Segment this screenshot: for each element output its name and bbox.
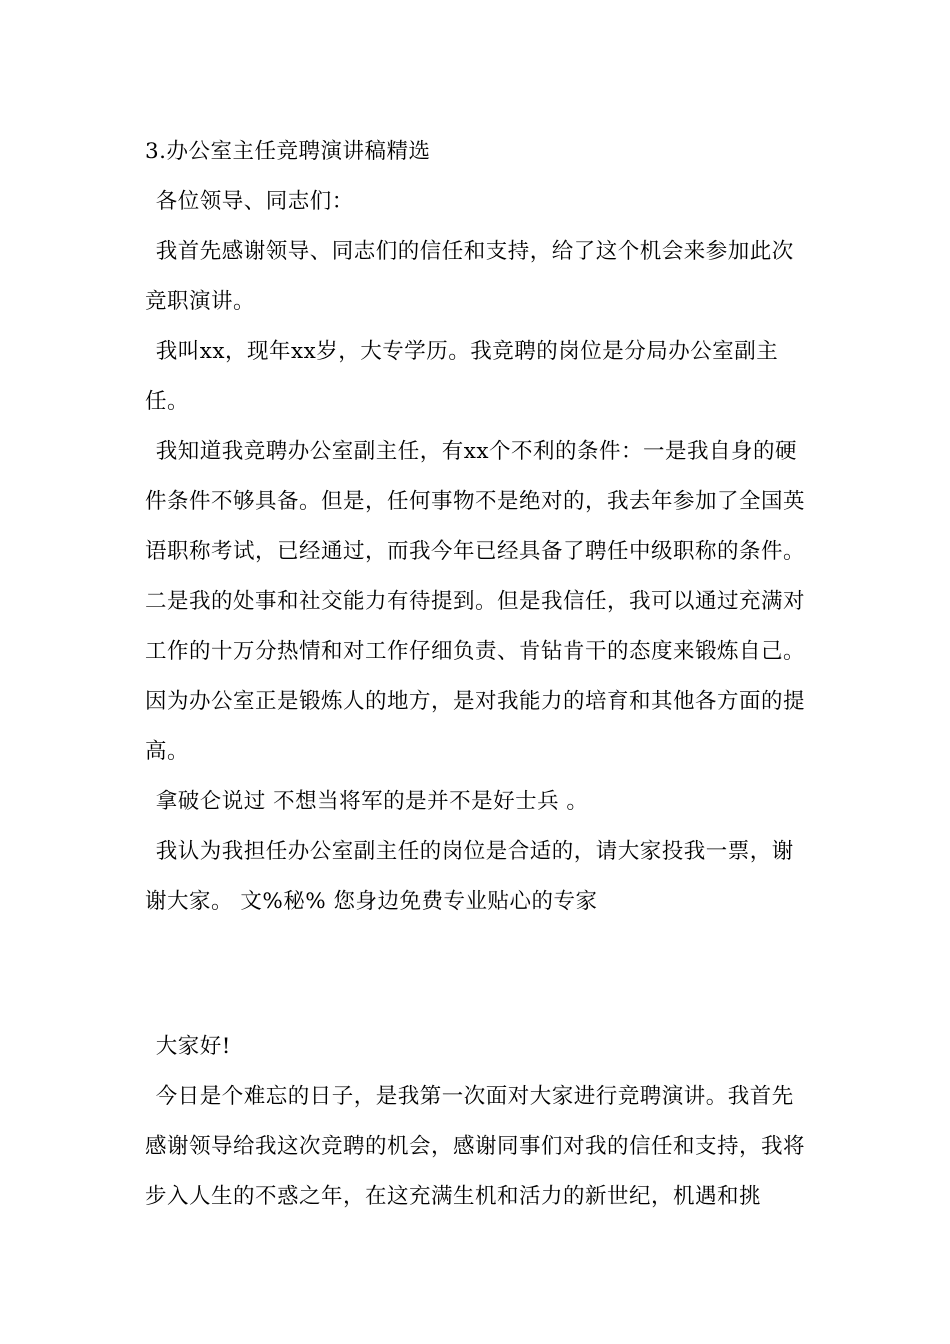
paragraph: 我首先感谢领导、同志们的信任和支持，给了这个机会来参加此次竞职演讲。 — [145, 239, 794, 314]
paragraph: 我知道我竞聘办公室副主任，有xx个不利的条件：一是我自身的硬件条件不够具备。但是，任何事物不是绝对的，我去年参加了全国英语职称考试，已经通过，而我今年已经具备了聘任中级职称的条件。二是我的处事和社交能力有待提到。但是我信任，我可以通过充满对工作的十万分热情和对工作仔细负责、肯钻肯干的态度来锻炼自己。因为办公室正是锻炼人的地方，是对我能力的培育和其他各方面的提高。 — [145, 439, 806, 764]
speech-section-2 — [145, 1022, 810, 1222]
greeting: 各位领导、同志们： — [155, 189, 354, 214]
paragraph: 今日是个难忘的日子，是我第一次面对大家进行竞聘演讲。我首先感谢领导给我这次竞聘的机会，感谢同事们对我的信任和支持，我将步入人生的不惑之年，在这充满生机和活力的新世纪，机遇和挑 — [145, 1084, 806, 1209]
paragraph: 拿破仑说过 不想当将军的是并不是好士兵 。 — [155, 789, 589, 814]
greeting: 大家好! — [155, 1034, 231, 1059]
document-title: 3.办公室主任竞聘演讲稿精选 — [145, 139, 431, 164]
paragraph: 我认为我担任办公室副主任的岗位是合适的，请大家投我一票，谢谢大家。 文%秘% 您身边免费专业贴心的专家 — [145, 839, 794, 914]
speech-section-1 — [145, 127, 810, 927]
paragraph: 我叫xx，现年xx岁，大专学历。我竞聘的岗位是分局办公室副主任。 — [145, 339, 779, 414]
